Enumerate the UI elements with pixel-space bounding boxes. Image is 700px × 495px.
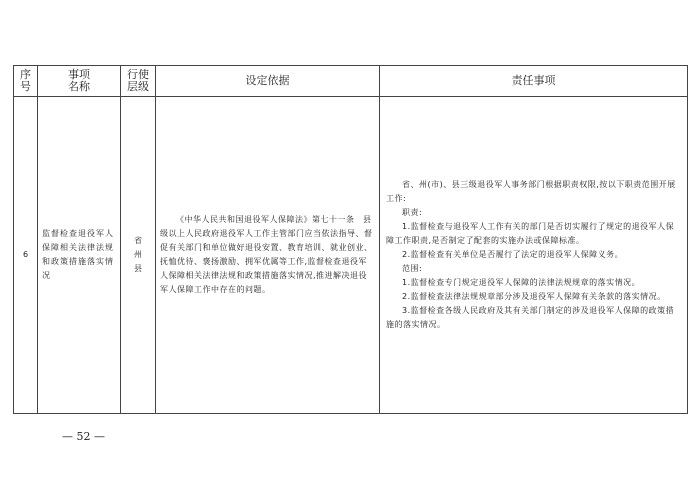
- row-name: 监督检查退役军人保障相关法律法规和政策措施落实情况: [38, 97, 121, 414]
- responsibility-scope-3: 3.监督检查各级人民政府及其有关部门制定的涉及退役军人保障的政策措施的落实情况。: [386, 306, 675, 329]
- row-basis: 《中华人民共和国退役军人保障法》第七十一条 县级以上人民政府退役军人工作主管部门应当依法指导、督促有关部门和单位做好退役安置、教育培训、就业创业、抚恤优待、褒扬激励、拥军优属等工作,监督检查退役军人保障相关法律法规和政策措施落实情况,推进解决退役军人保障工作中存在的问题。: [156, 97, 380, 414]
- responsibility-scope-1: 1.监督检查专门规定退役军人保障的法律法规规章的落实情况。: [402, 278, 641, 287]
- header-number: 序 号: [14, 66, 38, 97]
- table-row: [14, 97, 688, 414]
- responsibility-intro: 省、州(市)、县三级退役军人事务部门根据职责权限,按以下职责范围开展工作:: [386, 180, 676, 203]
- header-responsibility: 责任事项: [380, 66, 688, 97]
- header-basis: 设定依据: [156, 66, 380, 97]
- row-number: 6: [14, 97, 38, 414]
- header-level: 行使 层级: [121, 66, 156, 97]
- responsibility-scope-2: 2.监督检查法律法规规章部分涉及退役军人保障有关条款的落实情况。: [402, 292, 666, 301]
- table-header-row: [14, 66, 688, 97]
- row-level: 省 州 县: [121, 97, 156, 414]
- page-number: — 52 —: [62, 430, 105, 443]
- responsibility-duty-1: 1.监督检查与退役军人工作有关的部门是否切实履行了规定的退役军人保障工作职责,是否制定了配套的实施办法或保障标准。: [386, 222, 675, 245]
- header-name: 事项 名称: [38, 66, 121, 97]
- responsibility-duties-label: 职责:: [402, 208, 423, 217]
- responsibility-duty-2: 2.监督检查有关单位是否履行了法定的退役军人保障义务。: [402, 250, 624, 259]
- responsibility-table: [13, 65, 688, 414]
- row-responsibility: [380, 97, 688, 414]
- responsibility-scope-label: 范围:: [402, 264, 423, 273]
